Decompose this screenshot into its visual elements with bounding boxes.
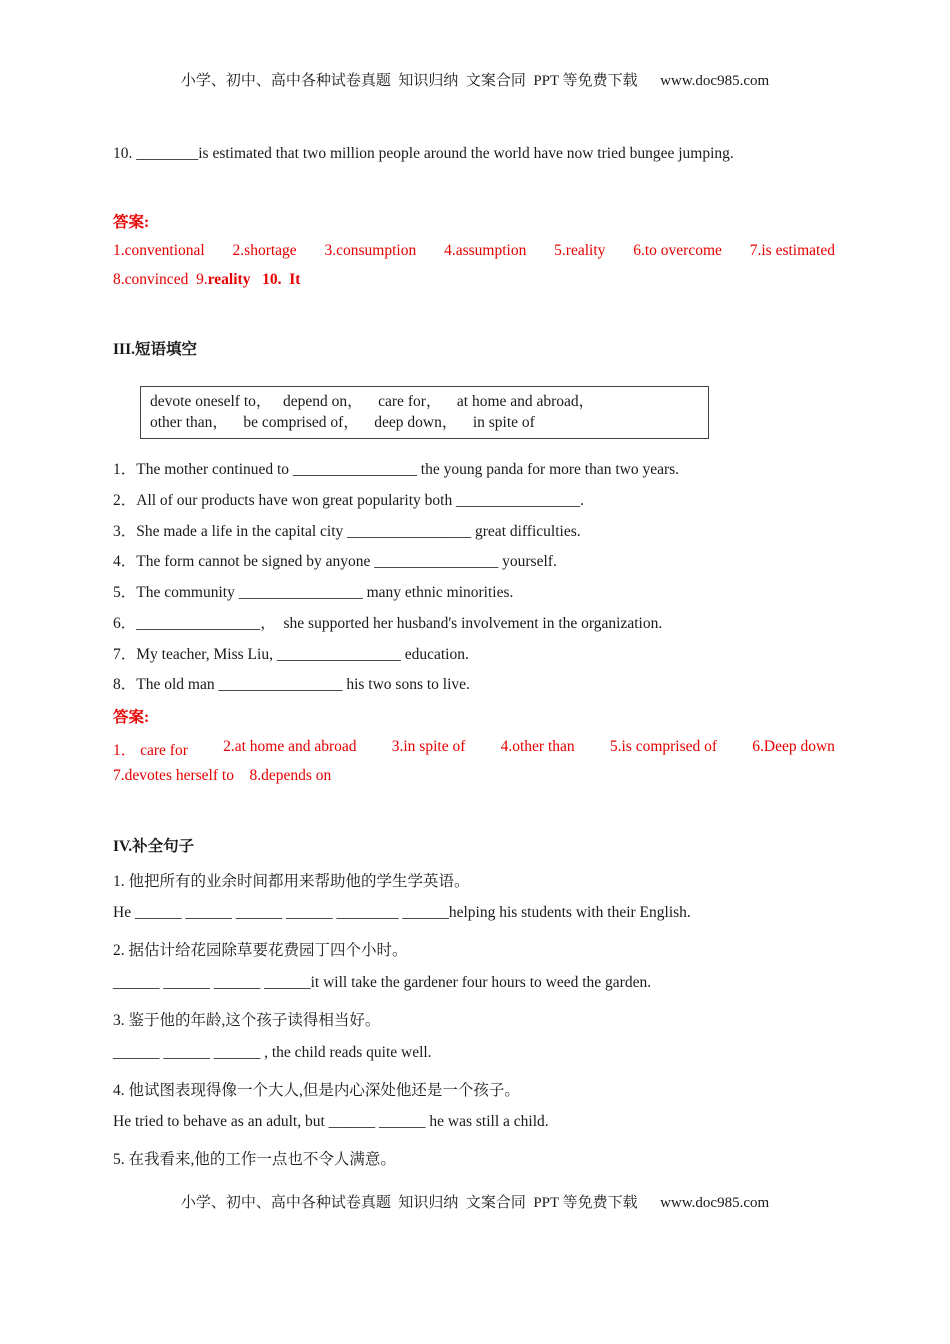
answer-label: 答案:: [113, 214, 150, 231]
answer-item: 7.is estimated: [749, 242, 835, 259]
answer-item: 8.convinced 9.: [113, 271, 208, 288]
phrase-box-line: other than， be comprised of， deep down， in spite of: [150, 414, 535, 431]
phrase-box: [140, 386, 709, 439]
answer-item: 3.in spite of: [391, 738, 466, 755]
question-10: 10. ________is estimated that two million people around the world have now tried bungee jumping.: [113, 145, 734, 162]
page-footer: 小学、初中、高中各种试卷真题 知识归纳 文案合同 PPT 等免费下载 www.doc985.com: [180, 1195, 770, 1211]
fill-item: 6．________________， she supported her husband's involvement in the organization.: [113, 615, 663, 632]
answer-item: 3.consumption: [324, 242, 417, 259]
sentence-line: He tried to behave as an adult, but ______ ______ he was still a child.: [113, 1113, 549, 1130]
fill-item: 2．All of our products have won great popularity both ________________.: [113, 492, 584, 509]
phrase-box-line: devote oneself to， depend on， care for， at home and abroad，: [150, 393, 595, 410]
answer-label: 答案:: [113, 709, 150, 726]
sentence-line: ______ ______ ______ ______it will take the gardener four hours to weed the garden.: [113, 974, 652, 991]
answer-row-3: [113, 738, 835, 760]
answer-item: 4.other than: [500, 738, 575, 755]
section-4-title: IV.补全句子: [113, 838, 195, 855]
section-3-title: III.短语填空: [113, 341, 197, 358]
answer-item: 5.reality: [554, 242, 606, 259]
answer-item: 2.at home and abroad: [223, 738, 357, 755]
answer-item: 1.conventional: [113, 242, 205, 259]
answer-row-2: [113, 271, 300, 289]
answer-item: 2.shortage: [232, 242, 297, 259]
sentence-line: He ______ ______ ______ ______ ________ ______helping his students with their English.: [113, 904, 691, 921]
answer-row-1: [113, 242, 835, 260]
answer-item: 6.Deep down: [752, 738, 835, 755]
answer-row-4: 7.devotes herself to 8.depends on: [113, 767, 332, 784]
fill-item: 4．The form cannot be signed by anyone ________________ yourself.: [113, 553, 557, 570]
answer-item: 4.assumption: [444, 242, 527, 259]
answer-item-bold: reality: [207, 271, 251, 288]
answer-item: 5.is comprised of: [609, 738, 718, 755]
page-header: 小学、初中、高中各种试卷真题 知识归纳 文案合同 PPT 等免费下载 www.doc985.com: [180, 73, 770, 89]
answer-item-bold: 10. It: [250, 271, 301, 288]
answer-item: 6.to overcome: [633, 242, 722, 259]
sentence-line: 2. 据估计给花园除草要花费园丁四个小时。: [113, 942, 408, 959]
fill-item: 3．She made a life in the capital city ________________ great difficulties.: [113, 523, 581, 540]
sentence-line: 5. 在我看来,他的工作一点也不令人满意。: [113, 1151, 396, 1168]
fill-item: 7．My teacher, Miss Liu, ________________ education.: [113, 646, 469, 663]
sentence-line: 1. 他把所有的业余时间都用来帮助他的学生学英语。: [113, 873, 470, 890]
sentence-line: 4. 他试图表现得像一个大人,但是内心深处他还是一个孩子。: [113, 1082, 520, 1099]
answer-item: 1． care for: [113, 742, 188, 759]
fill-item: 1．The mother continued to ________________ the young panda for more than two years.: [113, 461, 680, 478]
sentence-line: ______ ______ ______ , the child reads quite well.: [113, 1044, 432, 1061]
fill-item: 5．The community ________________ many ethnic minorities.: [113, 584, 514, 601]
fill-item: 8．The old man ________________ his two sons to live.: [113, 676, 470, 693]
sentence-line: 3. 鉴于他的年龄,这个孩子读得相当好。: [113, 1012, 381, 1029]
